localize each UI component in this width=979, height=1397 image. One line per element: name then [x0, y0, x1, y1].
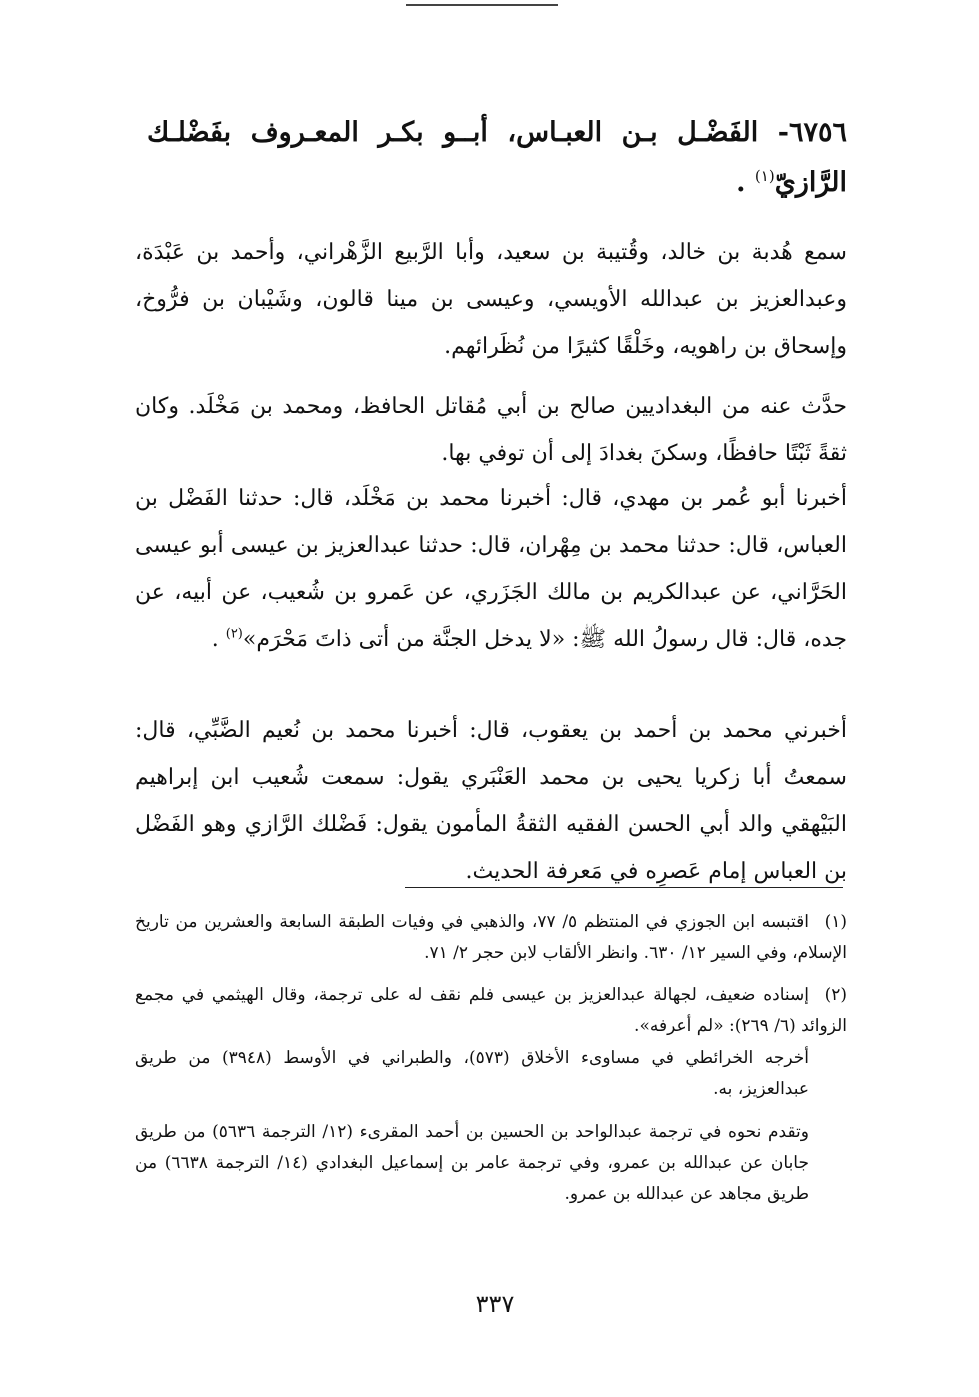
top-rule	[406, 4, 558, 6]
footnote-2-number: (٢)	[824, 985, 847, 1005]
paragraph-2: حدَّث عنه من البغداديين صالح بن أبي مُقاتل الحافظ، ومحمد بن مَخْلَد. وكان ثقةً ثَبْتًا حافظًا، وسكنَ بغدادَ إلى أن توفي بها.	[135, 394, 847, 466]
footnote-2	[135, 980, 847, 1042]
footnote-2-text: إسناده ضعيف، لجهالة عبدالعزيز بن عيسى فلم نقف له على ترجمة، وقال الهيثمي في مجمع الزوائد (٦/ ٢٦٩): «لم أعرفه».	[135, 985, 847, 1036]
footnote-ref-2: (٢)	[225, 626, 243, 642]
paragraph-3-tail: .	[211, 627, 226, 652]
paragraph-3	[135, 475, 847, 663]
heading-tail: .	[736, 167, 755, 198]
entry-title: الفَضْـل بـن العبـاس، أبــو بكـر المعـروف بفَضْلـك الرَّازيّ	[147, 117, 847, 198]
paragraph-4: أخبرني محمد بن أحمد بن يعقوب، قال: أخبرنا محمد بن نُعيم الضَّبِّي، قال: سمعتُ أبا زكريا يحيى بن محمد العَنْبَري يقول: سمعت شُعيب ابن إبراهيم البَيْهقي والد أبي الحسن الفقيه الثقةُ المأمون يقول: فَضْلك الرَّازي وهو الفَضْل بن العباس إمام عَصرِه في مَعرفة الحديث.	[135, 718, 847, 884]
page-number: ٣٣٧	[475, 1290, 515, 1318]
footnote-2-continuation-b: وتقدم نحوه في ترجمة عبدالواحد بن الحسين بن أحمد المقرىء (١٢/ الترجمة ٥٦٣٦) من طريق جابان عن عبدالله بن عمرو، وفي ترجمة عامر بن إسماعيل البغدادي (١٤/ الترجمة ٦٦٣٨) من طريق مجاهد عن عبدالله بن عمرو.	[135, 1122, 809, 1204]
footnote-separator	[405, 887, 843, 888]
footnote-1	[135, 907, 847, 969]
entry-heading	[147, 108, 847, 208]
footnote-ref-1: (١)	[754, 167, 775, 185]
entry-number: ٦٧٥٦-	[777, 117, 848, 148]
footnote-2-continuation-a: أخرجه الخرائطي في مساوىء الأخلاق (٥٧٣)، والطبراني في الأوسط (٣٩٤٨) من طريق عبدالعزيز، به.	[135, 1048, 809, 1099]
footnote-1-number: (١)	[824, 912, 847, 932]
paragraph-1: سمع هُدبة بن خالد، وقُتيبة بن سعيد، وأبا الرَّبيع الزَّهْراني، وأحمد بن عَبْدَة، وعبدالعزيز بن عبدالله الأويسي، وعيسى بن مينا قالون، وشَيْبان بن فرُّوخ، وإسحاق بن راهويه، وخَلْقًا كثيرًا من نُظَرائهم.	[135, 240, 847, 359]
footnote-1-text: اقتبسه ابن الجوزي في المنتظم ٥/ ٧٧، والذهبي في وفيات الطبقة السابعة والعشرين من تاريخ الإسلام، وفي السير ١٢/ ٦٣٠. وانظر الألقاب لابن حجر ٢/ ٧١.	[135, 912, 847, 963]
paragraph-3-text: أخبرنا أبو عُمر بن مهدي، قال: أخبرنا محمد بن مَخْلَد، قال: حدثنا الفَضْل بن العباس، قال: حدثنا محمد بن مِهْران، قال: حدثنا عبدالعزيز بن عيسى أبو عيسى الحَرَّاني، عن عبدالكريم بن مالك الجَزَري، عن عَمرو بن شُعيب، عن أبيه، عن جده، قال: قال رسولُ الله ﷺ: «لا يدخل الجنَّة من أتى ذاتَ مَحْرَم»	[135, 486, 847, 652]
